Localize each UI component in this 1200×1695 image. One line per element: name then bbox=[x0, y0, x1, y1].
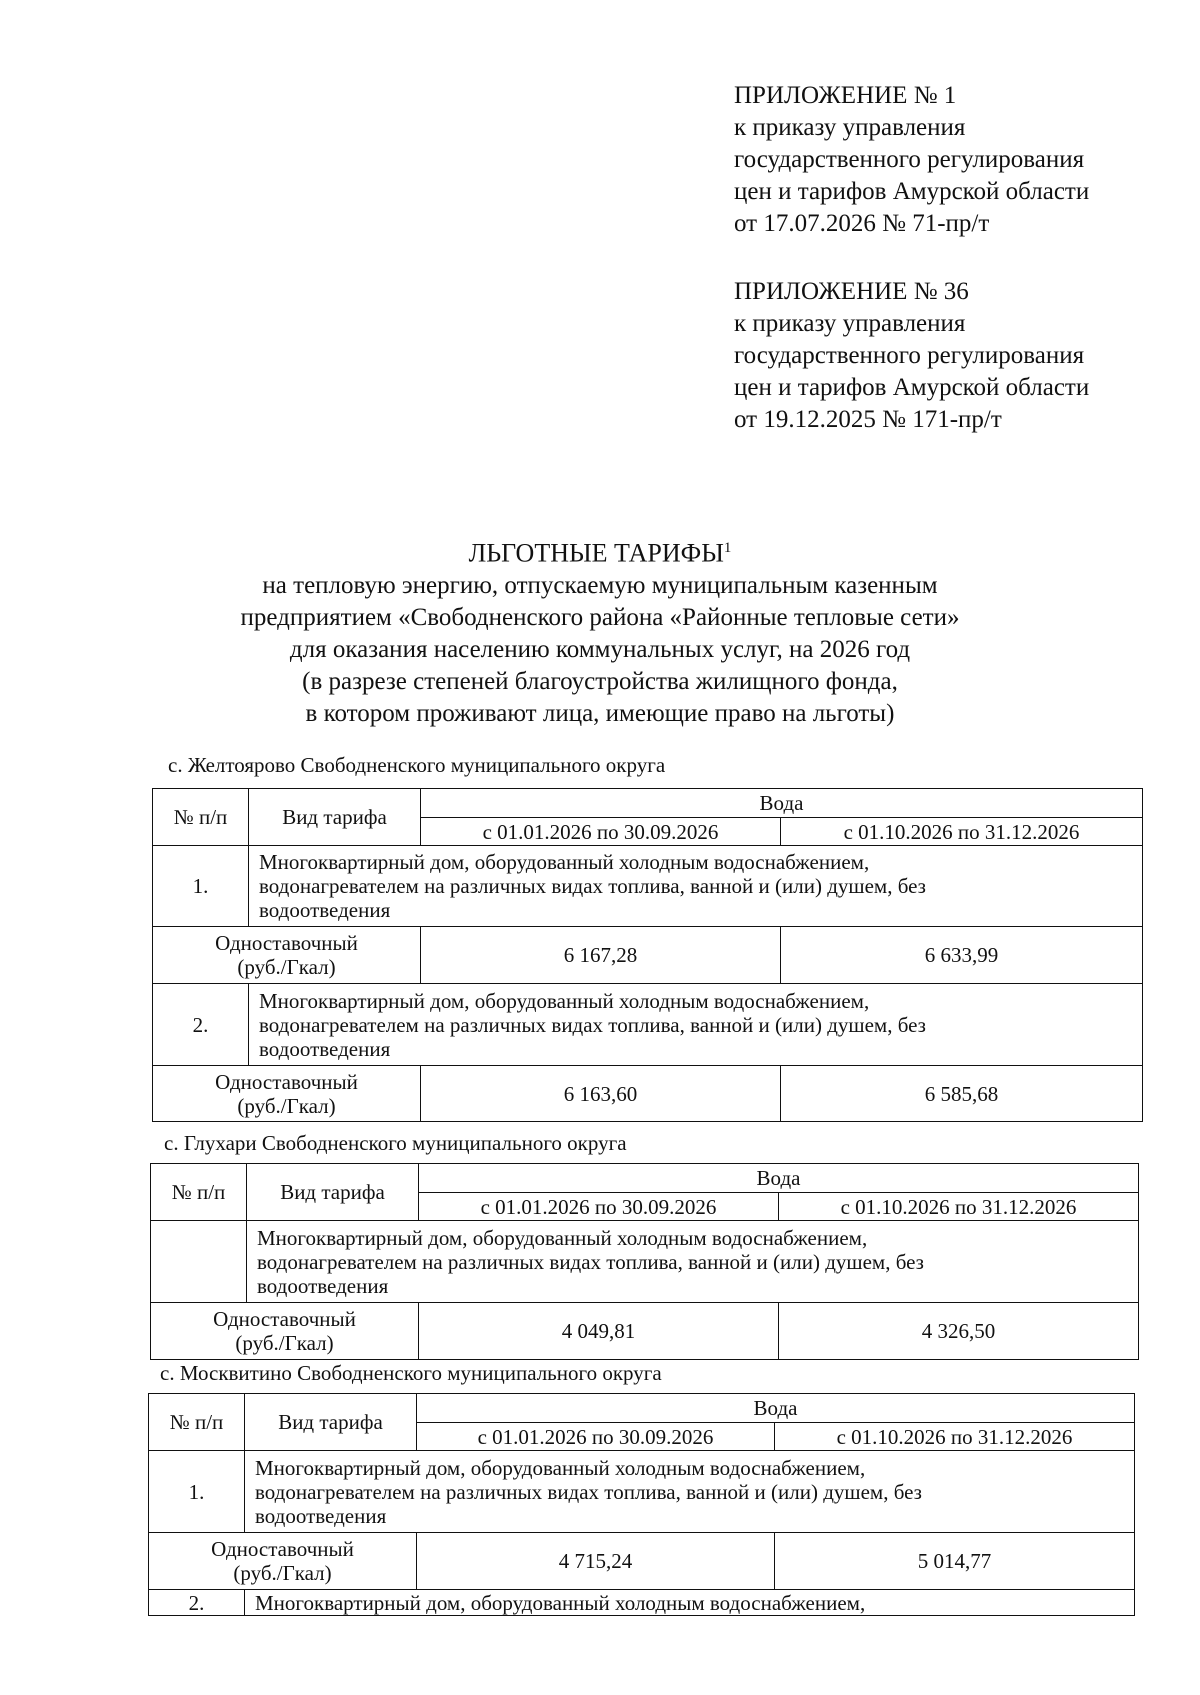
appendix-36 bbox=[734, 276, 1089, 436]
header-group: Вода bbox=[417, 1394, 1135, 1423]
tariff-value-period-2: 4 326,50 bbox=[779, 1303, 1139, 1360]
appendix-36-line: к приказу управления bbox=[734, 310, 966, 337]
tariff-type-line: (руб./Гкал) bbox=[235, 1331, 334, 1355]
appendix-36-title: ПРИЛОЖЕНИЕ № 36 bbox=[734, 278, 969, 305]
header-period-2: с 01.10.2026 по 31.12.2026 bbox=[781, 818, 1143, 846]
tariff-type-line: (руб./Гкал) bbox=[237, 1093, 336, 1118]
row-description bbox=[245, 1451, 1135, 1533]
document-heading bbox=[150, 532, 1050, 730]
description-line: водоотведения bbox=[259, 1036, 391, 1061]
header-group: Вода bbox=[421, 789, 1143, 818]
tariff-table bbox=[150, 1163, 1139, 1360]
footnote-mark: 1 bbox=[723, 540, 732, 556]
tariff-value-period-2: 6 585,68 bbox=[781, 1066, 1143, 1122]
table-row bbox=[149, 1533, 1135, 1590]
description-line: Многоквартирный дом, оборудованный холодным водоснабжением, bbox=[259, 988, 870, 1013]
table-row bbox=[151, 1303, 1139, 1360]
table-row bbox=[153, 846, 1143, 927]
description-line: Многоквартирный дом, оборудованный холодным водоснабжением, bbox=[255, 1590, 866, 1615]
table-row bbox=[149, 1590, 1135, 1616]
description-line: водоотведения bbox=[257, 1273, 389, 1298]
row-description bbox=[249, 846, 1143, 927]
header-num: № п/п bbox=[153, 789, 249, 846]
appendix-36-line: от 19.12.2025 № 171-пр/т bbox=[734, 406, 1002, 433]
table-row bbox=[153, 984, 1143, 1066]
description-line: водонагревателем на различных видах топлива, ванной и (или) душем, без bbox=[259, 1012, 926, 1037]
header-kind: Вид тарифа bbox=[249, 789, 421, 846]
row-number: 2. bbox=[149, 1590, 245, 1616]
row-description bbox=[245, 1590, 1135, 1616]
description-line: Многоквартирный дом, оборудованный холодным водоснабжением, bbox=[259, 850, 870, 874]
table-row bbox=[149, 1451, 1135, 1533]
tariff-type-line: (руб./Гкал) bbox=[233, 1561, 332, 1585]
village-heading: с. Москвитино Свободненского муниципального округа bbox=[160, 1361, 662, 1385]
description-line: водонагревателем на различных видах топлива, ванной и (или) душем, без bbox=[255, 1479, 922, 1504]
description-line: водонагревателем на различных видах топлива, ванной и (или) душем, без bbox=[259, 874, 926, 898]
row-description bbox=[249, 984, 1143, 1066]
header-kind: Вид тарифа bbox=[247, 1164, 419, 1221]
tariff-type-line: (руб./Гкал) bbox=[237, 955, 336, 979]
tariff-value-period-1: 4 049,81 bbox=[419, 1303, 779, 1360]
appendix-1 bbox=[734, 80, 1089, 240]
table-row bbox=[153, 927, 1143, 984]
header-kind: Вид тарифа bbox=[245, 1394, 417, 1451]
tariff-type bbox=[149, 1533, 417, 1590]
table-row bbox=[153, 1066, 1143, 1122]
tariff-table bbox=[148, 1393, 1135, 1616]
heading-line: (в разрезе степеней благоустройства жилищного фонда, bbox=[302, 667, 898, 695]
document-title-text: ЛЬГОТНЫЕ ТАРИФЫ bbox=[468, 538, 724, 568]
tariff-type-line: Одноставочный bbox=[215, 931, 358, 955]
header-num: № п/п bbox=[151, 1164, 247, 1221]
appendix-1-line: цен и тарифов Амурской области bbox=[734, 178, 1090, 205]
tariff-type bbox=[153, 1066, 421, 1122]
header-period-1: с 01.01.2026 по 30.09.2026 bbox=[417, 1423, 775, 1451]
appendix-1-line: к приказу управления bbox=[734, 114, 966, 141]
header-period-1: с 01.01.2026 по 30.09.2026 bbox=[419, 1193, 779, 1221]
row-description bbox=[247, 1221, 1139, 1303]
row-number: 1. bbox=[153, 846, 249, 927]
tariff-value-period-1: 4 715,24 bbox=[417, 1533, 775, 1590]
tariff-value-period-1: 6 163,60 bbox=[421, 1066, 781, 1122]
appendix-1-line: от 17.07.2026 № 71-пр/т bbox=[734, 210, 990, 237]
appendix-1-title: ПРИЛОЖЕНИЕ № 1 bbox=[734, 82, 957, 109]
description-line: водоотведения bbox=[255, 1503, 387, 1528]
table-row bbox=[151, 1221, 1139, 1303]
heading-line: в котором проживают лица, имеющие право на льготы) bbox=[305, 699, 895, 727]
heading-line: предприятием «Свободненского района «Районные тепловые сети» bbox=[240, 603, 960, 631]
tariff-type-line: Одноставочный bbox=[215, 1069, 358, 1094]
description-line: Многоквартирный дом, оборудованный холодным водоснабжением, bbox=[255, 1455, 866, 1480]
tariff-table bbox=[152, 788, 1143, 1122]
tariff-value-period-1: 6 167,28 bbox=[421, 927, 781, 984]
header-group: Вода bbox=[419, 1164, 1139, 1193]
tariff-type bbox=[153, 927, 421, 984]
header-period-2: с 01.10.2026 по 31.12.2026 bbox=[775, 1423, 1135, 1451]
village-heading: с. Желтоярово Свободненского муниципального округа bbox=[168, 753, 666, 777]
header-num: № п/п bbox=[149, 1394, 245, 1451]
tariff-type-line: Одноставочный bbox=[211, 1537, 354, 1561]
appendix-36-line: цен и тарифов Амурской области bbox=[734, 374, 1090, 401]
description-line: Многоквартирный дом, оборудованный холодным водоснабжением, bbox=[257, 1225, 868, 1250]
row-number: 1. bbox=[149, 1451, 245, 1533]
tariff-type-line: Одноставочный bbox=[213, 1307, 356, 1331]
appendix-36-line: государственного регулирования bbox=[734, 342, 1085, 369]
row-number: 2. bbox=[153, 984, 249, 1066]
heading-line: на тепловую энергию, отпускаемую муниципальным казенным bbox=[262, 571, 938, 599]
tariff-value-period-2: 6 633,99 bbox=[781, 927, 1143, 984]
description-line: водоотведения bbox=[259, 898, 391, 922]
appendix-1-line: государственного регулирования bbox=[734, 146, 1085, 173]
document-title bbox=[150, 532, 1050, 570]
village-heading: с. Глухари Свободненского муниципального округа bbox=[164, 1131, 627, 1155]
tariff-type bbox=[151, 1303, 419, 1360]
header-period-2: с 01.10.2026 по 31.12.2026 bbox=[779, 1193, 1139, 1221]
heading-line: для оказания населению коммунальных услуг, на 2026 год bbox=[289, 635, 911, 663]
tariff-value-period-2: 5 014,77 bbox=[775, 1533, 1135, 1590]
description-line: водонагревателем на различных видах топлива, ванной и (или) душем, без bbox=[257, 1249, 924, 1274]
row-number bbox=[151, 1221, 247, 1303]
header-period-1: с 01.01.2026 по 30.09.2026 bbox=[421, 818, 781, 846]
